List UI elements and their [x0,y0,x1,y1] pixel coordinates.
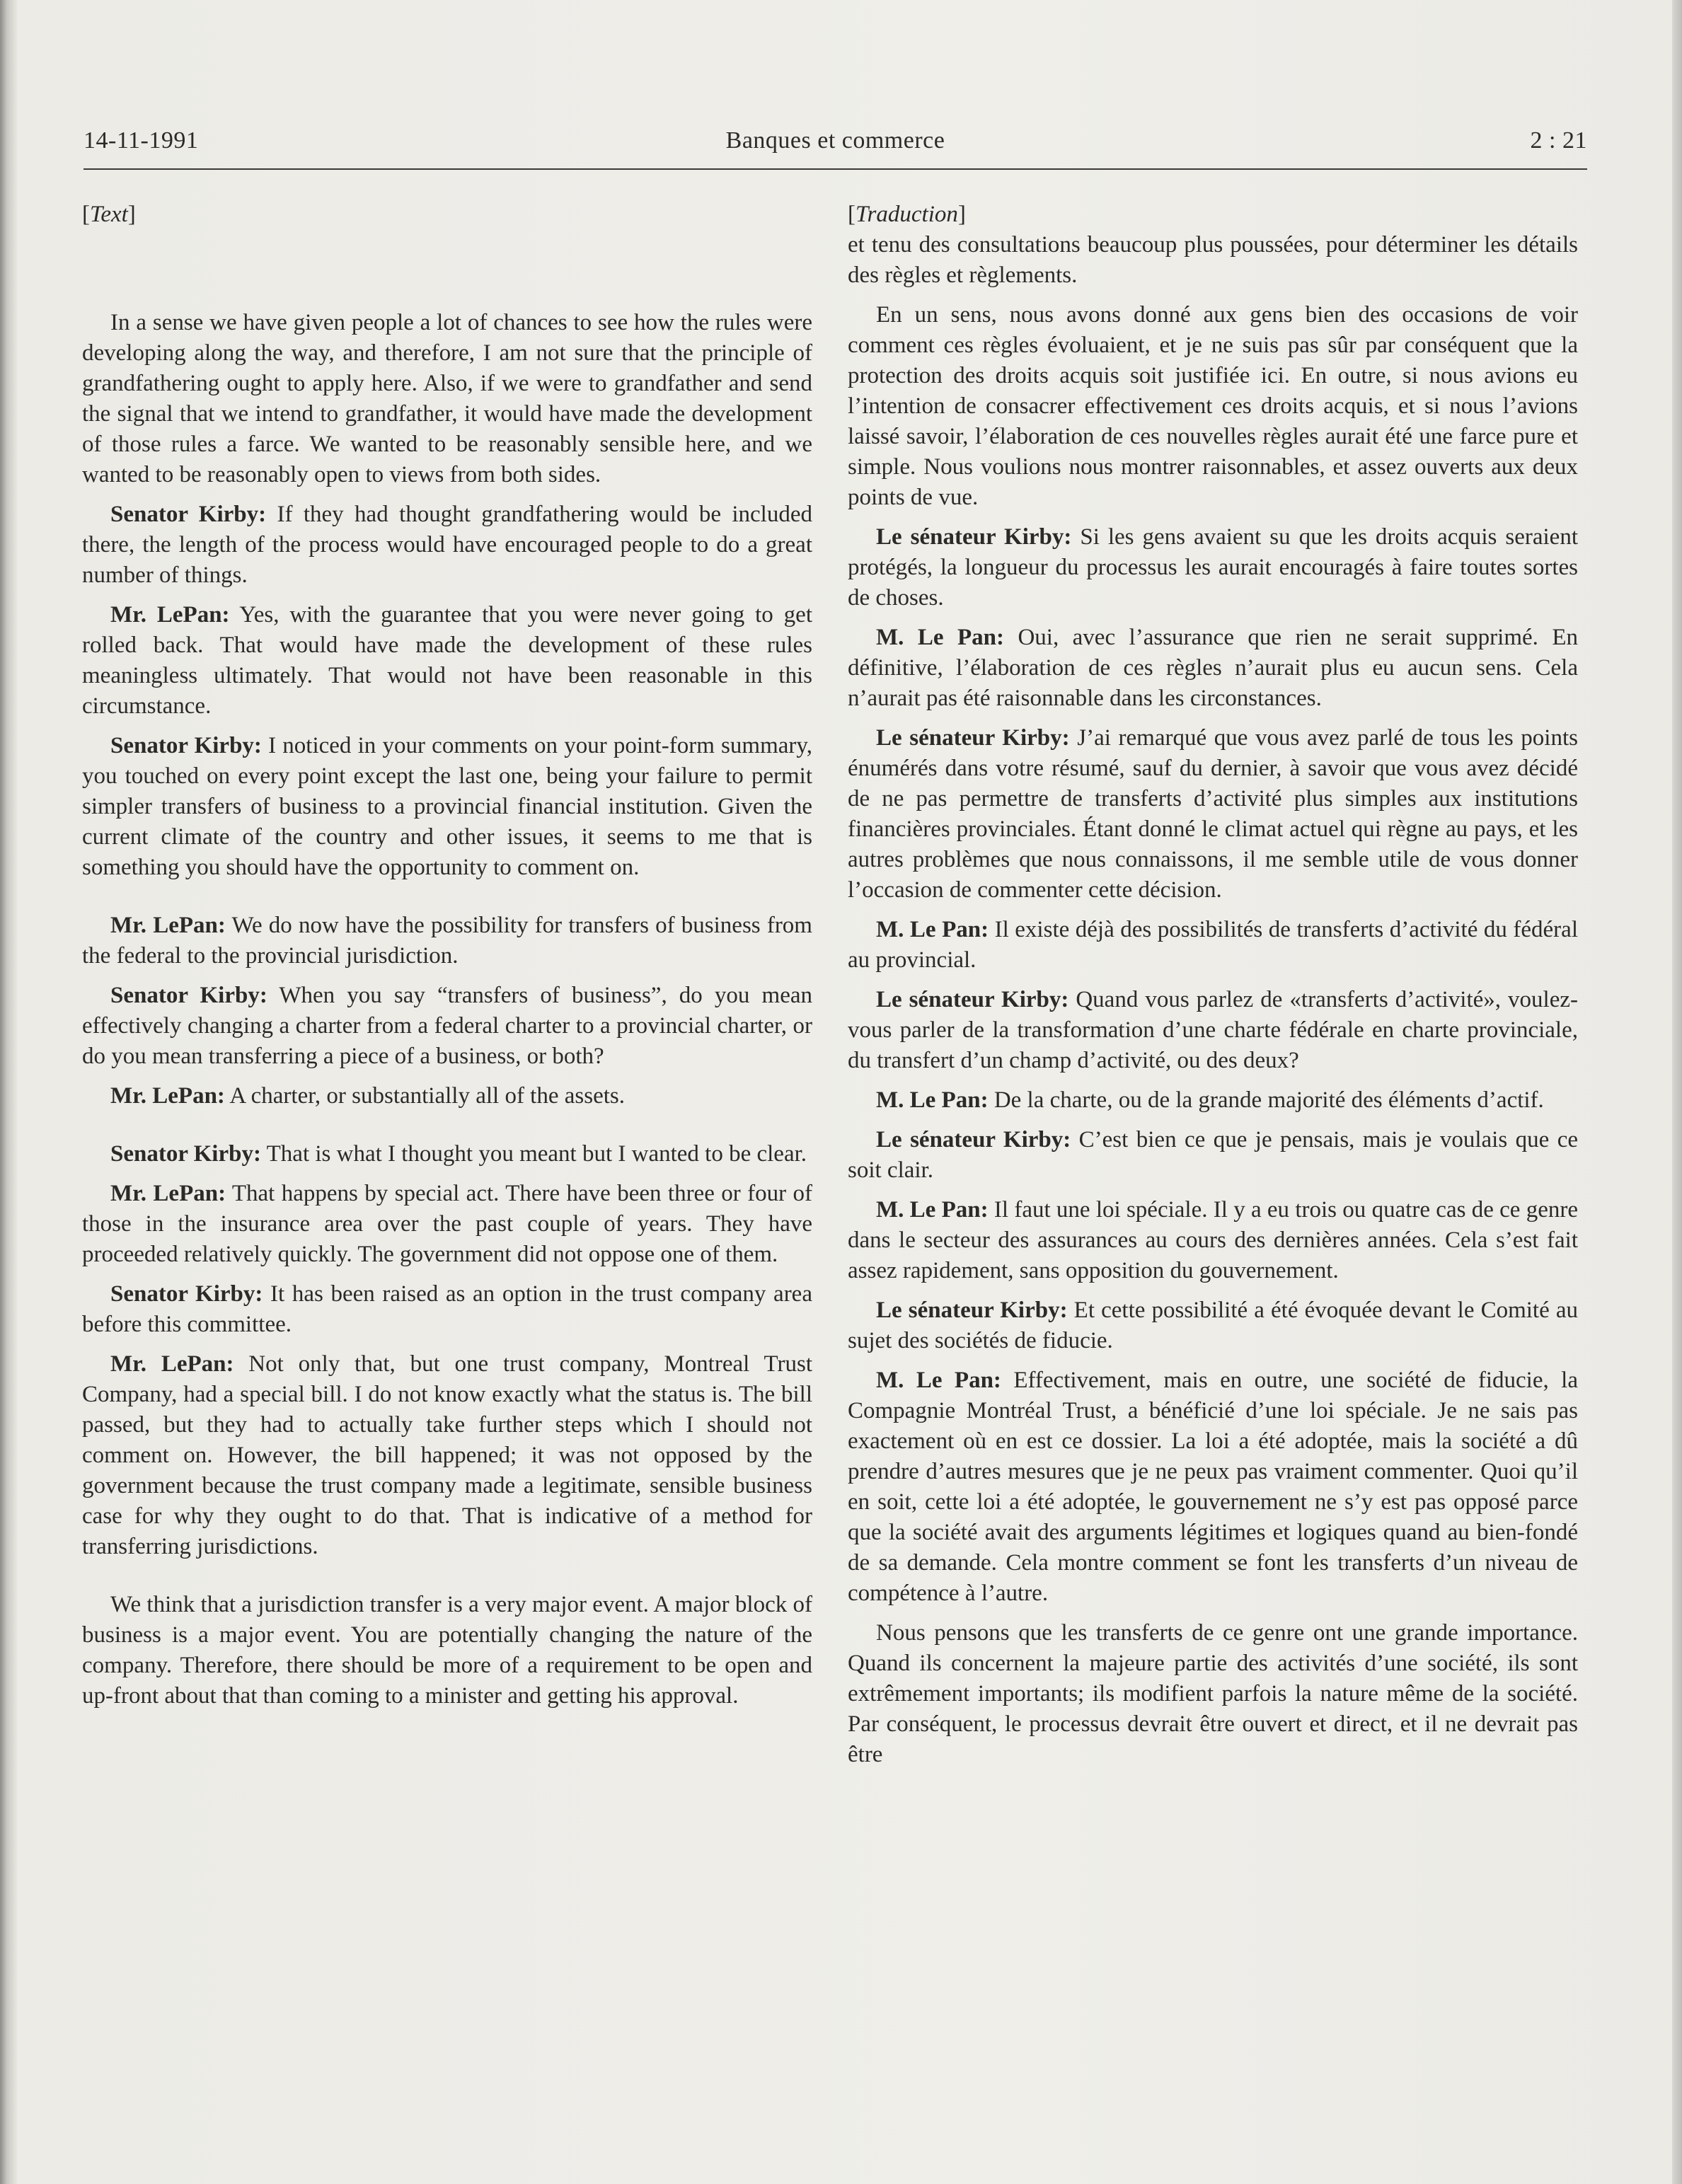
paragraph: Le sénateur Kirby: J’ai remarqué que vous avez parlé de tous les points énumérés dans votre résumé, sauf du dernier, à savoir que vous avez décidé de ne pas permettre de transferts d’activité plus simples aux institutions financières provinciales. Étant donné le climat actuel qui règne au pays, et les autres problèmes que nous connaissons, il me semble utile de vous donner l’occasion de commenter cette décision. [848,725,1578,903]
speaker-name: Le sénateur Kirby: [876,987,1069,1012]
speaker-name: Le sénateur Kirby: [876,524,1072,550]
speaker-name: Mr. LePan: [110,913,226,938]
paragraph: In a sense we have given people a lot of chances to see how the rules were developing along the way, and therefore, I am not sure that the principle of grandfathering ought to apply here. Also, if we were to grandfather and send the signal that we intend to grandfather, it would have made the development of those rules a farce. We wanted to be reasonably sensible here, and we wanted to be reasonably open to views from both sides. [82,310,812,487]
paragraph: et tenu des consultations beaucoup plus poussées, pour déterminer les détails des règles et règlements. [848,232,1578,288]
paragraph: M. Le Pan: Effectivement, mais en outre, une société de fiducie, la Compagnie Montréal Trust, a bénéficié d’une loi spéciale. Je ne sais pas exactement où en est ce dossier. La loi a été adoptée, mais la société a dû prendre d’autres mesures que je ne peux pas vraiment commenter. Quoi qu’il en soit, cette loi a été adoptée, le gouvernement ne s’y est pas opposé parce que la société avait des arguments légitimes et logiques quand au bien-fondé de sa demande. Cela montre comment se font les transferts d’un niveau de compétence à l’autre. [848,1368,1578,1606]
paragraph: Senator Kirby: If they had thought grandfathering would be included there, the length of the process would have encouraged people to do a great number of things. [82,502,812,588]
paragraph: Mr. LePan: Not only that, but one trust company, Montreal Trust Company, had a special bill. I do not know exactly what the status is. The bill passed, but they had to actually take further steps which I should not comment on. However, the bill happened; it was not opposed by the government because the trust company made a legitimate, sensible business case for why they ought to do that. That is indicative of a method for transferring jurisdictions. [82,1351,812,1559]
column-tag-text: [Text] [82,202,136,227]
paragraph: Mr. LePan: Yes, with the guarantee that you were never going to get rolled back. That would have made the development of these rules meaningless ultimately. That would not have been reasonable in this circumstance. [82,602,812,719]
speaker-name: Senator Kirby: [110,1141,261,1167]
speaker-name: Mr. LePan: [110,1181,226,1206]
paragraph: M. Le Pan: Il existe déjà des possibilités de transferts d’activité du fédéral au provincial. [848,917,1578,973]
paragraph: Le sénateur Kirby: Quand vous parlez de «transferts d’activité», voulez-vous parler de la transformation d’une charte fédérale en charte provinciale, du transfert d’un champ d’activité, ou des deux? [848,987,1578,1073]
speaker-name: Senator Kirby: [110,983,267,1008]
speaker-name: M. Le Pan: [876,1087,989,1113]
speaker-name: M. Le Pan: [876,917,989,942]
paragraph: En un sens, nous avons donné aux gens bien des occasions de voir comment ces règles évoluaient, et je ne suis pas sûr par conséquent que la protection des droits acquis soit justifiée ici. En outre, si nous avions eu l’intention de consacrer effectivement ces droits acquis, et si nous l’avions laissé savoir, l’élaboration de ces nouvelles règles aurait été une farce pure et simple. Nous voulions nous montrer raisonnables, et assez ouverts aux deux points de vue. [848,302,1578,510]
paragraph: Mr. LePan: A charter, or substantially all of the assets. [110,1083,625,1109]
header-date: 14-11-1991 [83,127,199,154]
paragraph: Senator Kirby: It has been raised as an option in the trust company area before this committee. [82,1281,812,1337]
speaker-name: Mr. LePan: [110,1351,234,1377]
paragraph: Senator Kirby: That is what I thought you meant but I wanted to be clear. [110,1141,807,1167]
english-column [82,200,812,1721]
paragraph: M. Le Pan: De la charte, ou de la grande majorité des éléments d’actif. [876,1087,1544,1113]
speaker-name: Le sénateur Kirby: [876,725,1070,751]
speaker-name: Le sénateur Kirby: [876,1127,1071,1152]
header-page-number: 2 : 21 [1530,127,1587,154]
paragraph: Nous pensons que les transferts de ce genre ont une grande importance. Quand ils concernent la majeure partie des activités d’une société, ils sont extrêmement importants; ils modifient parfois la nature même de la société. Par conséquent, le processus devrait être ouvert et direct, et il ne devrait pas être [848,1620,1578,1767]
paragraph: M. Le Pan: Oui, avec l’assurance que rien ne serait supprimé. En définitive, l’élaboration de ces règles n’aurait plus eu aucun sens. Cela n’aurait pas été raisonnable dans les circonstances. [848,625,1578,711]
paragraph: M. Le Pan: Il faut une loi spéciale. Il y a eu trois ou quatre cas de ce genre dans le secteur des assurances au cours des dernières années. Cela s’est fait assez rapidement, sans opposition du gouvernement. [848,1197,1578,1283]
speaker-name: Senator Kirby: [110,1281,263,1307]
paragraph: Mr. LePan: We do now have the possibility for transfers of business from the federal to the provincial jurisdiction. [82,913,812,969]
page-edge [1672,0,1682,2184]
paragraph: Le sénateur Kirby: Si les gens avaient su que les droits acquis seraient protégés, la longueur du processus les aurait encouragés à faire toutes sortes de choses. [848,524,1578,611]
speaker-name: Le sénateur Kirby: [876,1298,1068,1323]
header-title: Banques et commerce [725,127,945,154]
speaker-name: Mr. LePan: [110,602,230,628]
paragraph: Mr. LePan: That happens by special act. There have been three or four of those in the insurance area over the past couple of years. They have proceeded relatively quickly. The government did not oppose one of them. [82,1181,812,1267]
speaker-name: Senator Kirby: [110,502,267,527]
paragraph: We think that a jurisdiction transfer is a very major event. A major block of business is a major event. You are potentially changing the nature of the company. Therefore, there should be more of a requirement to be open and up-front about that than coming to a minister and getting his approval. [82,1592,812,1709]
column-tag-traduction: [Traduction] [848,202,966,227]
speaker-name: Senator Kirby: [110,733,262,758]
speaker-name: M. Le Pan: [876,1197,989,1223]
speaker-name: Mr. LePan: [110,1083,225,1109]
french-column [848,200,1578,1779]
paragraph: Le sénateur Kirby: Et cette possibilité a été évoquée devant le Comité au sujet des sociétés de fiducie. [848,1298,1578,1353]
speaker-name: M. Le Pan: [876,625,1004,650]
speaker-name: M. Le Pan: [876,1368,1001,1393]
running-header [83,127,1587,170]
paragraph: Le sénateur Kirby: C’est bien ce que je pensais, mais je voulais que ce soit clair. [848,1127,1578,1183]
paragraph: Senator Kirby: When you say “transfers of business”, do you mean effectively changing a charter from a federal charter to a provincial charter, or do you mean transferring a piece of a business, or both? [82,983,812,1069]
paragraph: Senator Kirby: I noticed in your comments on your point-form summary, you touched on every point except the last one, being your failure to permit simpler transfers of business to a provincial financial institution. Given the current climate of the country and other issues, it seems to me that is something you should have the opportunity to comment on. [82,733,812,880]
